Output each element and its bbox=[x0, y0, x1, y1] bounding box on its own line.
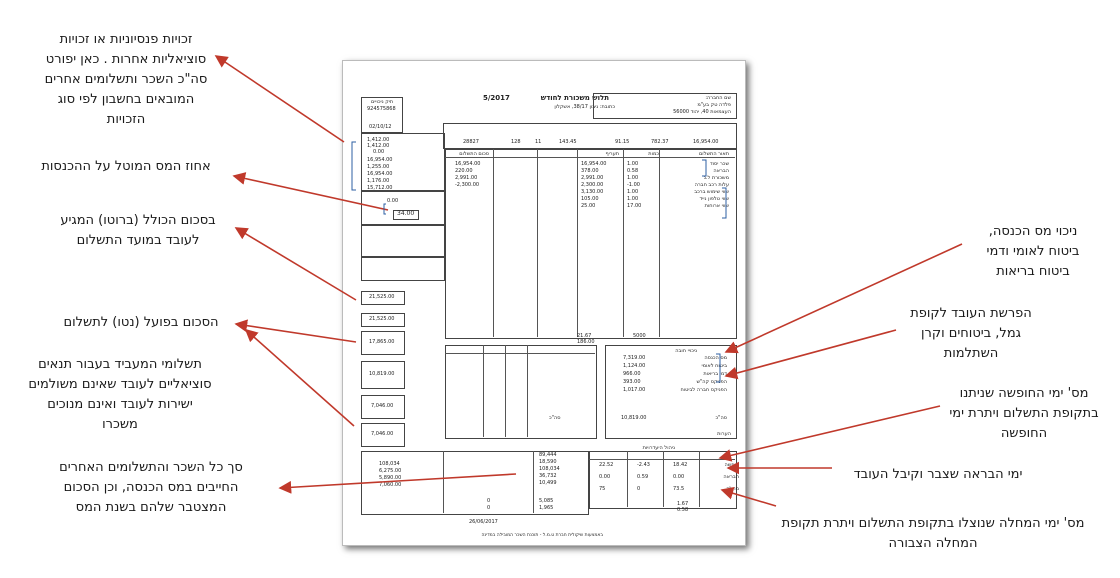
ytd-left-value: 5,890.00 bbox=[379, 475, 402, 481]
ytd-left-value: 7,060.00 bbox=[379, 482, 402, 488]
payment-rate: 16,954.00 bbox=[581, 161, 607, 167]
deduction-name: מס הכנסה bbox=[704, 355, 727, 361]
payslip-address: כתובת: ניבון 38/17, אשקלון bbox=[554, 104, 615, 110]
col-header-rate: תעריף bbox=[605, 151, 619, 157]
pension-value: 1,412.00 bbox=[367, 137, 390, 143]
employer-value-2: 7,046.00 bbox=[371, 403, 394, 409]
ytd-zero: 0 bbox=[487, 505, 491, 511]
deduction-value: 393.00 bbox=[623, 379, 641, 385]
arrow-provident bbox=[726, 330, 896, 376]
col-header-desc: תאור התשלום bbox=[698, 151, 729, 157]
arrow-ytd bbox=[280, 474, 516, 488]
payment-rate: 2,991.00 bbox=[581, 175, 604, 181]
arrow-employer bbox=[246, 330, 354, 426]
ytd-zero: 0 bbox=[487, 498, 491, 504]
payment-qty: 1.00 bbox=[627, 175, 639, 181]
footer-text: באמצעות שיקולית חברת ט.מ.ל - תוכנת השכר המובילה במדינה bbox=[481, 533, 603, 538]
ytd-right-value: 5,085 bbox=[539, 498, 554, 504]
bracket-pension bbox=[352, 142, 356, 190]
info-num-2: 128 bbox=[511, 139, 521, 145]
employer-value-1: 10,819.00 bbox=[369, 371, 395, 377]
arrow-vacation bbox=[720, 406, 940, 458]
pension-value: 16,954.00 bbox=[367, 157, 393, 163]
leave-used: 0 bbox=[637, 486, 641, 492]
ytd-right-value: 18,590 bbox=[539, 459, 557, 465]
info-num-1: 11 bbox=[535, 139, 542, 145]
deductions-title: ניכויי חובה bbox=[675, 348, 697, 354]
company-address: העצמאות 40, יהוד 56000 bbox=[673, 109, 731, 115]
tik-label: תיק ניכויים bbox=[371, 99, 394, 105]
deduction-name: הפניקס חברה לביטוח bbox=[680, 387, 727, 393]
payment-rate: 105.00 bbox=[581, 196, 599, 202]
deductions-total: 10,819.00 bbox=[621, 415, 647, 421]
deduction-value: 1,124.00 bbox=[623, 363, 646, 369]
net-text: הסכום בפועל (נטו) לתשלום bbox=[63, 315, 219, 330]
recovery-balance: 0.58 bbox=[677, 507, 689, 513]
info-rate: 782.37 bbox=[651, 139, 669, 145]
ytd-right-value: 36,732 bbox=[539, 473, 557, 479]
info-days: 143.45 bbox=[559, 139, 577, 145]
arrow-net bbox=[236, 324, 356, 342]
leave-balance: 0.00 bbox=[673, 474, 685, 480]
start-date: 02/10/12 bbox=[369, 124, 392, 130]
payment-qty: 17.00 bbox=[627, 203, 642, 209]
vacation-text: מס' ימי החופשה שניתנו בתקופת התשלום ויתרת ימי החופשה bbox=[949, 386, 1099, 441]
pension-value: 0.00 bbox=[373, 149, 385, 155]
leave-name: מחלה bbox=[726, 486, 739, 492]
payment-qty: 1.00 bbox=[627, 196, 639, 202]
payslip-title: תלוש משכורת לחודש bbox=[540, 94, 609, 102]
tax-rate-text: אחוז המס המוטל על ההכנסות bbox=[41, 159, 211, 174]
arrow-deductions bbox=[726, 244, 962, 352]
payslip-period: 5/2017 bbox=[483, 94, 510, 102]
payment-name: משכורת ל.ג bbox=[703, 175, 729, 181]
deductions-total-label: סה"כ bbox=[715, 415, 727, 421]
payment-name: שווי שימוש ברכב bbox=[694, 189, 729, 195]
deduction-name: דמי בריאות bbox=[703, 371, 727, 377]
payment-name: שווי טלפון נייד bbox=[699, 196, 729, 202]
recovery-text: ימי הבראה שצבר וקיבל העובד bbox=[853, 467, 1023, 482]
payment-qty: 1.00 bbox=[627, 161, 639, 167]
ytd-right-value: 1,965 bbox=[539, 505, 554, 511]
leave-prev: 75 bbox=[599, 486, 606, 492]
leave-title: ניהול היעדרויות bbox=[642, 445, 675, 451]
info-gross-base: 16,954.00 bbox=[693, 139, 719, 145]
leave-used: 0.59 bbox=[637, 474, 649, 480]
deduction-name: הפניקס קה"ש bbox=[696, 379, 727, 385]
leave-used: -2.43 bbox=[637, 462, 650, 468]
payment-sum: 220.00 bbox=[455, 168, 473, 174]
pension-value: 1,176.00 bbox=[367, 178, 390, 184]
ytd-left-value: 108,034 bbox=[379, 461, 400, 467]
col-header-sum: סכום התשלום bbox=[459, 151, 489, 157]
payment-rate: 25.00 bbox=[581, 203, 596, 209]
print-date: 26/06/2017 bbox=[469, 519, 498, 525]
tik-number: 924575868 bbox=[367, 106, 396, 112]
info-hours: 91.15 bbox=[615, 139, 630, 145]
leave-name: חופשה bbox=[724, 462, 739, 468]
payment-sum: -2,300.00 bbox=[455, 182, 480, 188]
payment-sum: 2,991.00 bbox=[455, 175, 478, 181]
ytd-text: סך כל השכר והתשלומים האחרים החייבים במס הכנסה, וכן הסכום המצטבר שלהם בשנת המס bbox=[59, 460, 243, 515]
payment-rate: 3,130.00 bbox=[581, 189, 604, 195]
arrow-gross bbox=[236, 228, 356, 300]
tax-zero: 0.00 bbox=[387, 198, 399, 204]
total-label: סה"כ bbox=[549, 415, 561, 421]
mid-value: 186.00 bbox=[577, 339, 595, 345]
deduction-value: 1,017.00 bbox=[623, 387, 646, 393]
mid-value: 21.67 bbox=[577, 333, 592, 339]
arrow-tax bbox=[234, 176, 388, 210]
payment-name: הבראה bbox=[713, 168, 729, 174]
deductions-text: ניכוי מס הכנסה, ביטוח לאומי ודמי ביטוח בריאות bbox=[986, 224, 1080, 279]
pension-value: 16,954.00 bbox=[367, 171, 393, 177]
deduction-value: 7,319.00 bbox=[623, 355, 646, 361]
company-label: שם החברה: bbox=[705, 95, 731, 101]
payment-rate: 2,300.00 bbox=[581, 182, 604, 188]
company-name: פלדה טק בע"מ bbox=[697, 102, 731, 108]
payment-name: שווי ארוחות bbox=[704, 203, 729, 209]
pension-value: 1,255.00 bbox=[367, 164, 390, 170]
arrow-sick bbox=[722, 490, 776, 506]
net-pay: 17,865.00 bbox=[369, 339, 395, 345]
leave-balance: 73.5 bbox=[673, 486, 685, 492]
employer-payments-text: תשלומי המעביד בעבור תנאים סוציאליים לעובד שאינם משולמים ישירות לעובד ואינם מנוכים משכרו bbox=[28, 357, 212, 432]
ytd-right-value: 10,499 bbox=[539, 480, 557, 486]
tax-percent: 34.00 bbox=[397, 210, 415, 217]
gross-total: 21,525.00 bbox=[369, 294, 395, 300]
bracket-deductions bbox=[716, 354, 720, 382]
info-num-3: 28827 bbox=[463, 139, 479, 145]
deduction-name: ביטוח לאומי bbox=[701, 363, 727, 369]
mid-value: 5000 bbox=[633, 333, 646, 339]
payment-name: עלות רכב חברה bbox=[694, 182, 729, 188]
gross-text: בסכום הכולל (ברוטו) המגיע לעובד במועד התשלום bbox=[60, 213, 216, 248]
leave-prev: 0.00 bbox=[599, 474, 611, 480]
payment-rate: 378.00 bbox=[581, 168, 599, 174]
pension-rights-text: זכויות פנסיוניות או זכויות סוציאליות אחרות . כאן יפורט סה"כ השכר ותשלומים אחרים המובאים בחשבון לפי סוג הזכויות bbox=[44, 32, 208, 127]
col-header-qty: כמות bbox=[648, 151, 659, 157]
ytd-left-value: 6,275.00 bbox=[379, 468, 402, 474]
pension-value: 15,712.00 bbox=[367, 185, 393, 191]
recovery-days: 1.67 bbox=[677, 501, 689, 507]
deduction-value: 966.00 bbox=[623, 371, 641, 377]
leave-prev: 22.52 bbox=[599, 462, 614, 468]
ytd-right-value: 89,444 bbox=[539, 452, 557, 458]
bracket-mid bbox=[702, 160, 706, 176]
leave-name: הבראה bbox=[723, 474, 739, 480]
pension-value: 1,412.00 bbox=[367, 143, 390, 149]
leave-balance: 18.42 bbox=[673, 462, 688, 468]
payment-name: שכר יסוד bbox=[709, 161, 729, 167]
payment-sum: 16,954.00 bbox=[455, 161, 481, 167]
bracket-payments bbox=[722, 188, 726, 218]
sick-text: מס' ימי המחלה שנוצלו בתקופת התשלום ויתרת תקופת המחלה הצבורה bbox=[781, 516, 1085, 551]
payment-qty: 1.00 bbox=[627, 189, 639, 195]
notes-label: הערות bbox=[717, 431, 731, 437]
ytd-right-value: 108,034 bbox=[539, 466, 560, 472]
arrow-pension bbox=[216, 56, 344, 142]
payment-qty: -1.00 bbox=[627, 182, 640, 188]
payment-qty: 0.58 bbox=[627, 168, 639, 174]
gross-total-2: 21,525.00 bbox=[369, 316, 395, 322]
employer-value-3: 7,046.00 bbox=[371, 431, 394, 437]
provident-text: הפרשת העובד לקופת גמל, ביטוחים וקרן השתלמות bbox=[910, 306, 1032, 361]
